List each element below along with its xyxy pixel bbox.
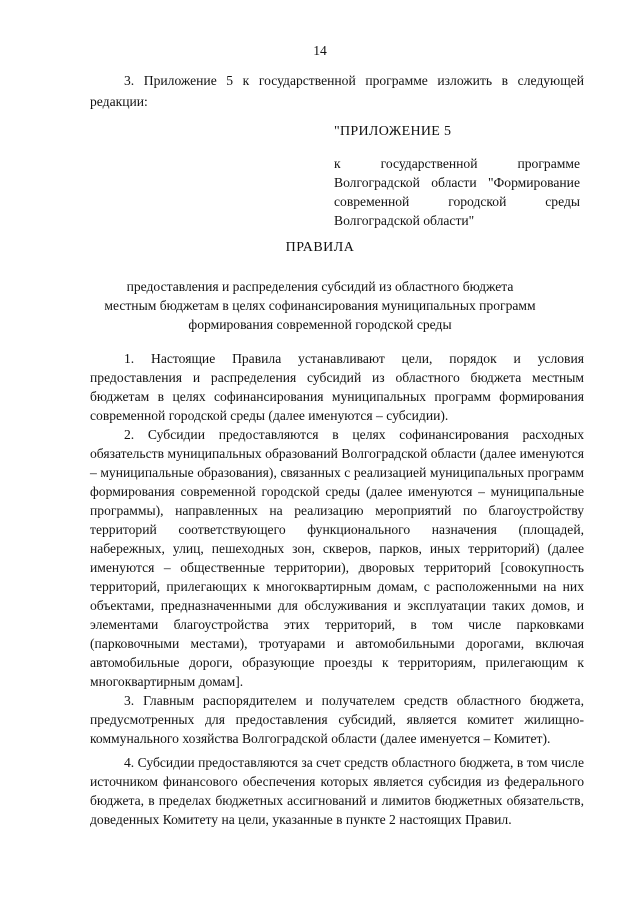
rules-body [90,349,584,829]
intro-paragraph [90,70,584,112]
paragraph-3: 3. Главным распорядителем и получателем средств областного бюджета, предусмотренных для предоставления субсидий, является комитет жилищно-коммунального хозяйства Волгоградской области (далее именуется – Комитет). [90,693,584,746]
paragraph-2: 2. Субсидии предоставляются в целях софинансирования расходных обязательств муниципальных образований Волгоградской области (далее именуются – муниципальные образования), связанных с реализацией муниципальных программ формирования современной городской среды (далее именуются – муниципальные программы), направленных на реализацию мероприятий по благоустройству территорий соответствующего функционального назначения (площадей, набережных, улиц, пешеходных зон, скверов, парков, иных территорий) (далее именуются – общественные территории), дворовых территорий [совокупность территорий, прилегающих к многоквартирным домам, с расположенными на них объектами, предназначенными для обслуживания и эксплуатации таких домов, и элементами благоустройства этих территорий, в том числе парковками (парковочными местами), тротуарами и автомобильными дорогами, включая автомобильные дороги, образующие проезды к территориям, прилегающим к многоквартирным домам]. [90,427,584,689]
appendix-block [334,122,580,230]
paragraph-1: 1. Настоящие Правила устанавливают цели, порядок и условия предоставления и распределения субсидий из областного бюджета местным бюджетам в целях софинансирования муниципальных программ формирования современной городской среды (далее именуются – субсидии). [90,351,584,423]
intro-text: 3. Приложение 5 к государственной программе изложить в следующей редакции: [90,73,584,109]
paragraph-4: 4. Субсидии предоставляются за счет средств областного бюджета, в том числе источником финансового обеспечения которых является субсидия из федерального бюджета, в пределах бюджетных ассигнований и лимитов бюджетных обязательств, доведенных Комитету на цели, указанные в пункте 2 настоящих Правил. [90,755,584,827]
rules-subtitle: предоставления и распределения субсидий из областного бюджета местным бюджетам в целях софинансирования муниципальных программ формирования современной городской среды [104,279,536,332]
appendix-title: "ПРИЛОЖЕНИЕ 5 [334,124,452,139]
rules-title: ПРАВИЛА [285,240,355,255]
appendix-reference: к государственной программе Волгоградской области "Формирование современной городской среды Волгоградской области" [334,156,580,228]
page-number: 14 [313,43,327,58]
